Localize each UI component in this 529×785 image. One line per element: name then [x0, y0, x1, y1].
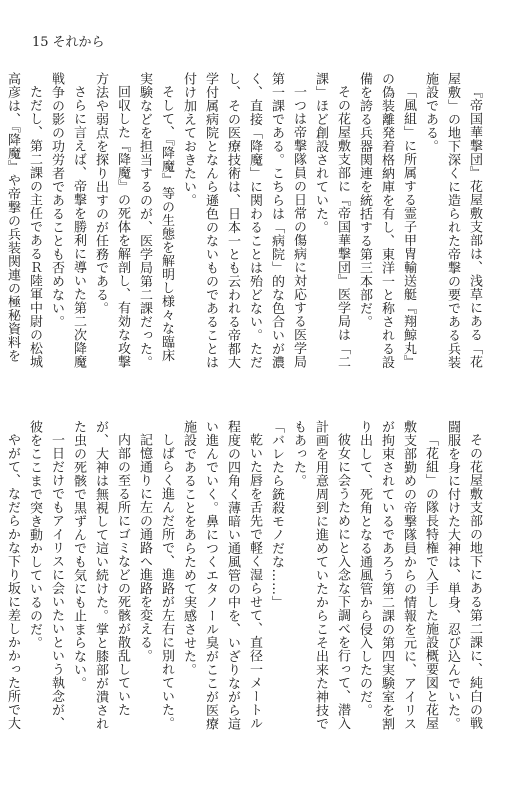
paragraph: 記憶通りに左の通路へ進路を変える。: [137, 433, 152, 663]
paragraph: さらに言えば、帝撃を勝利に導いた第二次降魔戦争の影の功労者であることも否めない。: [49, 72, 86, 369]
paragraph: 『帝国華撃団』花屋敷支部は、浅草にある「花屋敷」の地下深くに造られた帝撃の要である兵装施設である。: [423, 72, 482, 369]
paragraph: 「花組」の隊長特権で入手した施設概要図と花屋敷支部勤めの帝撃隊員からの情報を元に、アイリスが拘束されているであろう第二課の第四実験室を割り出して、死角となる通風管から侵入したのだ。: [357, 420, 438, 731]
dialogue-line: 「バレたら銃殺モノだな……」: [269, 420, 284, 609]
paragraph: その花屋敷支部の地下にある第二課に、純白の戦闘服を身に付けた大神は、単身、忍び込んでいた。: [445, 420, 482, 731]
paragraph: 一つは帝撃隊員の日常の傷病に対応する医学局第一課である。こちらは「病院」的な色合いが濃く、直接「降魔」に関わることは殆どない。ただし、その医療技術は、日本一とも云われる帝都大学付属病院となんら遜色のないものであることは付け加えておきたい。: [181, 72, 306, 369]
paragraph: ただし、第二課の主任であるＲ陸軍中尉の松城高彦は、『降魔』や帝撃の兵装関連の極秘資料を: [5, 72, 42, 369]
running-header: [32, 35, 105, 51]
upper-text-block: [5, 72, 485, 372]
paragraph: 一日だけでもアイリスに会いたいという執念が、彼をここまで突き動かしているのだ。: [27, 420, 64, 730]
page-number: 15: [32, 35, 49, 50]
paragraph: 内部の至る所にゴミなどの死骸が散乱していたが、大神は無視して這い続けた。掌と膝部が潰された虫の死骸で黒ずんでも気にも止まらない。: [71, 420, 130, 731]
paragraph: 乾いた唇を舌先で軽く湿らせて、直径一メートル程度の四角く薄暗い通風管の中を、いざりながら這い進んでいく。鼻につくエタノール臭がここが医療施設であることをあらためて実感させた。: [181, 420, 262, 731]
paragraph: しばらく進んだ所で、進路が左右に別れていた。: [159, 433, 174, 730]
paragraph: そして、『降魔』等の生態を解明し様々な臨床実験などを担当するのが、医学局第二課だった。: [137, 72, 174, 369]
paragraph: やがて、なだらかな下り坂に差しかかった所で大: [5, 433, 20, 730]
paragraph: 「風組」に所属する霊子甲冑輸送艇『翔鯨丸』の偽装離発着格納庫を有し、東洋一と称される設備を誇る兵器関連を統括する第三本部だ。: [357, 72, 416, 369]
paragraph: 彼女に会うためにと入念な下調べを行って、潜入計画を用意周到に進めていたからこそ出来た神技でもあった。: [291, 420, 350, 731]
chapter-title: それから: [52, 35, 105, 50]
paragraph: 回収した『降魔』の死体を解剖し、有効な攻撃方法や弱点を探り出すのが任務である。: [93, 72, 130, 369]
lower-text-block: [5, 420, 485, 732]
paragraph: その花屋敷支部に『帝国華撃団』医学局は「二課」ほど創設されていた。: [313, 72, 350, 369]
